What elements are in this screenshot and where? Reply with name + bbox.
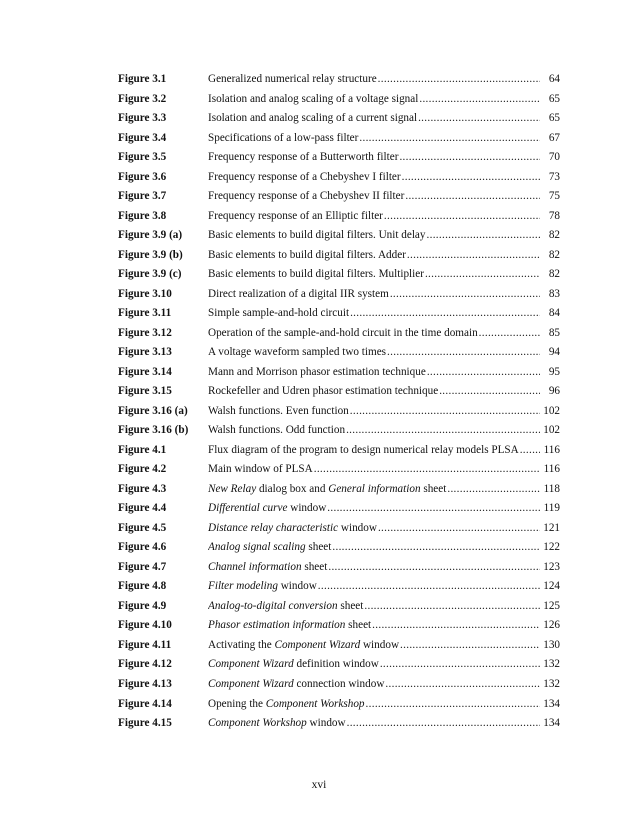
figure-entry-line: [208, 285, 560, 305]
figure-entry-line: [208, 714, 560, 734]
figure-page-number: 65: [548, 92, 560, 105]
dot-leader: [359, 129, 540, 149]
figure-title-italic-segment: General information: [328, 482, 421, 495]
figure-title-segment: Direct realization of a digital IIR system: [208, 287, 389, 300]
figure-entry: [118, 148, 560, 168]
figure-label: Figure 3.6: [118, 170, 167, 183]
figure-title-segment: Walsh functions. Odd function: [208, 424, 346, 437]
figure-page-number: 73: [548, 170, 560, 183]
figure-title: [208, 441, 519, 461]
figure-label: Figure 4.11: [118, 638, 172, 651]
figure-page-number: 134: [543, 717, 560, 730]
figure-entry: [118, 441, 560, 461]
figure-entry: [118, 480, 560, 500]
figure-page-number: 82: [548, 229, 560, 242]
figure-entry: [118, 207, 560, 227]
figure-entry-line: [208, 460, 560, 480]
dot-leader: [390, 285, 540, 305]
figure-title-segment: Activating the: [208, 638, 275, 651]
figure-label: Figure 3.3: [118, 112, 167, 125]
figure-title-italic-segment: Analog signal scaling: [208, 541, 306, 554]
figure-title: [208, 148, 398, 168]
figure-page-number: 85: [548, 326, 560, 339]
figure-title-segment: Basic elements to build digital filters. Multiplier: [208, 268, 424, 281]
figure-title: [208, 597, 363, 617]
figure-title: [208, 226, 426, 246]
figure-title-segment: sheet: [345, 619, 372, 632]
figure-title: [208, 109, 417, 129]
figure-page-number: 84: [548, 307, 560, 320]
figure-entry-line: [208, 558, 560, 578]
figure-label: Figure 3.14: [118, 365, 172, 378]
figure-title: [208, 636, 399, 656]
figure-label: Figure 4.1: [118, 443, 167, 456]
figure-title-segment: Generalized numerical relay structure: [208, 73, 377, 85]
figure-entry-line: [208, 636, 560, 656]
figure-page-number: 102: [543, 404, 560, 417]
figure-title: [208, 499, 326, 519]
figure-entry-line: [208, 441, 560, 461]
figure-label: Figure 4.8: [118, 580, 167, 593]
figure-title-italic-segment: Component Workshop: [265, 697, 365, 710]
figure-title-segment: window: [360, 638, 400, 651]
figure-title: [208, 714, 346, 734]
figure-entry-line: [208, 519, 560, 539]
figure-page-number: 116: [543, 463, 560, 476]
figure-entry: [118, 460, 560, 480]
figure-title-italic-segment: Component Wizard: [208, 677, 294, 690]
figure-entry-line: [208, 675, 560, 695]
figure-title-segment: Basic elements to build digital filters. Adder: [208, 248, 406, 261]
figure-entry-line: [208, 324, 560, 344]
figure-label: Figure 4.2: [118, 463, 167, 476]
figure-page-number: 82: [548, 248, 560, 261]
figure-label: Figure 3.5: [118, 151, 167, 164]
figure-entry-line: [208, 499, 560, 519]
figure-title-segment: Frequency response of a Butterworth filter: [208, 151, 399, 164]
figure-title-segment: A voltage waveform sampled two times: [208, 346, 387, 359]
figure-title: [208, 304, 349, 324]
figure-title-segment: Isolation and analog scaling of a current signal: [208, 112, 418, 125]
figure-entry: [118, 265, 560, 285]
figure-title-italic-segment: Differential curve: [208, 502, 288, 515]
figure-page-number: 116: [543, 443, 560, 456]
figure-title: [208, 558, 327, 578]
figure-label: Figure 4.15: [118, 717, 172, 730]
figure-title: [208, 363, 426, 383]
figure-title: [208, 616, 371, 636]
figure-title-segment: Mann and Morrison phasor estimation technique: [208, 365, 426, 378]
dot-leader: [366, 695, 540, 715]
dot-leader: [350, 402, 540, 422]
figure-title-segment: sheet: [337, 599, 364, 612]
dot-leader: [350, 304, 540, 324]
figure-label: Figure 3.8: [118, 209, 167, 222]
figure-label: Figure 3.9 (c): [118, 268, 182, 281]
figure-label: Figure 3.15: [118, 385, 172, 398]
figure-title: [208, 480, 446, 500]
figure-label: Figure 3.16 (a): [118, 404, 188, 417]
figure-page-number: 119: [543, 502, 560, 515]
figure-title-italic-segment: New Relay: [208, 482, 257, 495]
figure-entry: [118, 421, 560, 441]
figure-label: Figure 3.12: [118, 326, 172, 339]
figure-title: [208, 285, 389, 305]
figure-title: [208, 695, 365, 715]
figure-entry-line: [208, 70, 560, 90]
figure-entry: [118, 675, 560, 695]
figure-entry-line: [208, 480, 560, 500]
figure-entry: [118, 90, 560, 110]
figure-page-number: 102: [543, 424, 560, 437]
figure-title-segment: Frequency response of a Chebyshev I filter: [208, 170, 401, 183]
figure-label: Figure 4.6: [118, 541, 167, 554]
figure-entry-line: [208, 207, 560, 227]
figure-page-number: 78: [548, 209, 560, 222]
figure-label: Figure 4.12: [118, 658, 172, 671]
figure-entry: [118, 304, 560, 324]
figure-title: [208, 460, 313, 480]
figure-label: Figure 3.16 (b): [118, 424, 189, 437]
dot-leader: [347, 714, 540, 734]
figure-label: Figure 4.5: [118, 521, 167, 534]
figure-title-segment: Basic elements to build digital filters. Unit delay: [208, 229, 426, 242]
figure-title-italic-segment: Distance relay characteristic: [208, 521, 339, 534]
figure-title-segment: window: [338, 521, 377, 534]
figure-entry-line: [208, 577, 560, 597]
figure-title: [208, 70, 377, 90]
figure-page-number: 95: [548, 365, 560, 378]
dot-leader: [385, 675, 540, 695]
figure-entry: [118, 246, 560, 266]
figure-entry: [118, 168, 560, 188]
figure-page-number: 123: [543, 560, 560, 573]
dot-leader: [346, 421, 540, 441]
figure-page-number: 125: [543, 599, 560, 612]
figure-entry: [118, 402, 560, 422]
figure-entry-line: [208, 109, 560, 129]
figure-title-segment: dialog box and: [256, 482, 329, 495]
dot-leader: [400, 636, 540, 656]
figure-title-italic-segment: Component Wizard: [208, 658, 294, 671]
figure-label: Figure 3.13: [118, 346, 172, 359]
figure-title: [208, 246, 406, 266]
figure-label: Figure 4.10: [118, 619, 172, 632]
figure-label: Figure 3.10: [118, 287, 172, 300]
dot-leader: [427, 363, 540, 383]
dot-leader: [405, 187, 540, 207]
figure-entry: [118, 109, 560, 129]
figure-entry: [118, 363, 560, 383]
dot-leader: [314, 460, 540, 480]
figure-page-number: 64: [548, 73, 560, 85]
figure-title-segment: connection window: [293, 677, 385, 690]
figure-entry-line: [208, 246, 560, 266]
figure-title-italic-segment: Phasor estimation information: [208, 619, 346, 632]
figure-entry: [118, 129, 560, 149]
figure-entry-line: [208, 168, 560, 188]
figure-title-italic-segment: Analog-to-digital conversion: [208, 599, 338, 612]
figure-title: [208, 382, 438, 402]
dot-leader: [447, 480, 540, 500]
figure-entry: [118, 187, 560, 207]
figure-title-italic-segment: Component Workshop: [208, 717, 307, 730]
figure-entry-line: [208, 343, 560, 363]
figure-entry: [118, 714, 560, 734]
dot-leader: [378, 70, 540, 90]
figure-title: [208, 538, 331, 558]
figure-page-number: 82: [548, 268, 560, 281]
figure-entry-line: [208, 226, 560, 246]
figure-title: [208, 187, 404, 207]
list-of-figures: [118, 70, 560, 734]
figure-title-segment: Main window of PLSA: [208, 463, 313, 476]
dot-leader: [419, 90, 540, 110]
dot-leader: [318, 577, 540, 597]
page-number: xvi: [311, 779, 327, 791]
figure-title-segment: sheet: [301, 560, 328, 573]
figure-page-number: 118: [543, 482, 560, 495]
figure-page-number: 121: [543, 521, 560, 534]
dot-leader: [407, 246, 540, 266]
figure-entry-line: [208, 363, 560, 383]
figure-entry: [118, 695, 560, 715]
figure-title-segment: Frequency response of an Elliptic filter: [208, 209, 383, 222]
figure-title-segment: window: [277, 580, 317, 593]
figure-page-number: 124: [543, 580, 560, 593]
figure-label: Figure 4.13: [118, 677, 172, 690]
dot-leader: [418, 109, 540, 129]
figure-label: Figure 3.9 (b): [118, 248, 183, 261]
figure-entry-line: [208, 421, 560, 441]
figure-entry: [118, 70, 560, 90]
figure-page-number: 132: [543, 658, 560, 671]
figure-title: [208, 421, 345, 441]
figure-label: Figure 3.7: [118, 190, 167, 203]
figure-label: Figure 3.11: [118, 307, 172, 320]
figure-entry-line: [208, 655, 560, 675]
figure-entry-line: [208, 90, 560, 110]
figure-title: [208, 324, 478, 344]
figure-label: Figure 3.1: [118, 73, 167, 85]
figure-title: [208, 577, 317, 597]
figure-title: [208, 207, 383, 227]
figure-entry: [118, 343, 560, 363]
figure-page-number: 96: [548, 385, 560, 398]
figure-title-segment: Flux diagram of the program to design numerical relay models PLSA: [208, 443, 519, 456]
dot-leader: [364, 597, 540, 617]
figure-label: Figure 4.9: [118, 599, 167, 612]
figure-title-segment: sheet: [420, 482, 447, 495]
dot-leader: [402, 168, 540, 188]
figure-entry: [118, 636, 560, 656]
figure-entry-line: [208, 597, 560, 617]
figure-title-segment: window: [287, 502, 327, 515]
figure-page-number: 134: [543, 697, 560, 710]
figure-entry: [118, 577, 560, 597]
figure-page-number: 70: [548, 151, 560, 164]
figure-label: Figure 4.4: [118, 502, 167, 515]
figure-title-segment: Opening the: [208, 697, 266, 710]
figure-title: [208, 90, 418, 110]
figure-label: Figure 3.4: [118, 131, 167, 144]
figure-page-number: 94: [548, 346, 560, 359]
figure-label: Figure 4.14: [118, 697, 172, 710]
figure-page-number: 130: [543, 638, 560, 651]
figure-title-segment: Walsh functions. Even function: [208, 404, 349, 417]
figure-title-italic-segment: Component Wizard: [274, 638, 361, 651]
figure-title: [208, 675, 384, 695]
figure-label: Figure 4.3: [118, 482, 167, 495]
dot-leader: [387, 343, 540, 363]
figure-entry-line: [208, 187, 560, 207]
figure-entry-line: [208, 538, 560, 558]
figure-title-segment: Simple sample-and-hold circuit: [208, 307, 350, 320]
figure-entry-line: [208, 304, 560, 324]
figure-entry: [118, 597, 560, 617]
figure-title-segment: Isolation and analog scaling of a voltage signal: [208, 92, 419, 105]
figure-entry-line: [208, 382, 560, 402]
figure-title-segment: window: [306, 717, 346, 730]
figure-title-segment: Operation of the sample-and-hold circuit in the time domain: [208, 326, 478, 339]
figure-label: Figure 3.9 (a): [118, 229, 183, 242]
dot-leader: [332, 538, 540, 558]
figure-entry: [118, 324, 560, 344]
dot-leader: [384, 207, 540, 227]
figure-title: [208, 343, 386, 363]
dot-leader: [372, 616, 540, 636]
figure-entry: [118, 655, 560, 675]
figure-title-segment: Frequency response of a Chebyshev II filter: [208, 190, 405, 203]
dot-leader: [378, 519, 540, 539]
figure-entry: [118, 382, 560, 402]
figure-title: [208, 402, 349, 422]
figure-entry: [118, 538, 560, 558]
figure-entry: [118, 285, 560, 305]
figure-entry: [118, 558, 560, 578]
figure-page-number: 122: [543, 541, 560, 554]
figure-entry: [118, 226, 560, 246]
figure-entry-line: [208, 265, 560, 285]
dot-leader: [520, 441, 540, 461]
figure-page-number: 75: [548, 190, 560, 203]
figure-title: [208, 519, 377, 539]
figure-title: [208, 168, 401, 188]
figure-title: [208, 265, 424, 285]
figure-entry-line: [208, 129, 560, 149]
dot-leader: [427, 226, 541, 246]
figure-entry-line: [208, 402, 560, 422]
figure-title: [208, 129, 358, 149]
figure-label: Figure 3.2: [118, 92, 167, 105]
figure-title-italic-segment: Filter modeling: [208, 580, 278, 593]
dot-leader: [327, 499, 540, 519]
figure-entry: [118, 519, 560, 539]
dot-leader: [328, 558, 540, 578]
dot-leader: [439, 382, 540, 402]
figure-page-number: 65: [548, 112, 560, 125]
figure-entry: [118, 499, 560, 519]
figure-page-number: 132: [543, 677, 560, 690]
figure-entry-line: [208, 616, 560, 636]
figure-page-number: 126: [543, 619, 560, 632]
figure-title: [208, 655, 379, 675]
figure-entry: [118, 616, 560, 636]
figure-entry-line: [208, 148, 560, 168]
figure-title-segment: sheet: [305, 541, 332, 554]
figure-label: Figure 4.7: [118, 560, 167, 573]
figure-title-segment: Rockefeller and Udren phasor estimation technique: [208, 385, 439, 398]
figure-title-segment: Specifications of a low-pass filter: [208, 131, 359, 144]
figure-title-italic-segment: Channel information: [208, 560, 302, 573]
figure-page-number: 83: [548, 287, 560, 300]
figure-page-number: 67: [548, 131, 560, 144]
figure-title-segment: definition window: [293, 658, 379, 671]
dot-leader: [380, 655, 540, 675]
dot-leader: [425, 265, 540, 285]
dot-leader: [399, 148, 540, 168]
figure-entry-line: [208, 695, 560, 715]
dot-leader: [479, 324, 540, 344]
